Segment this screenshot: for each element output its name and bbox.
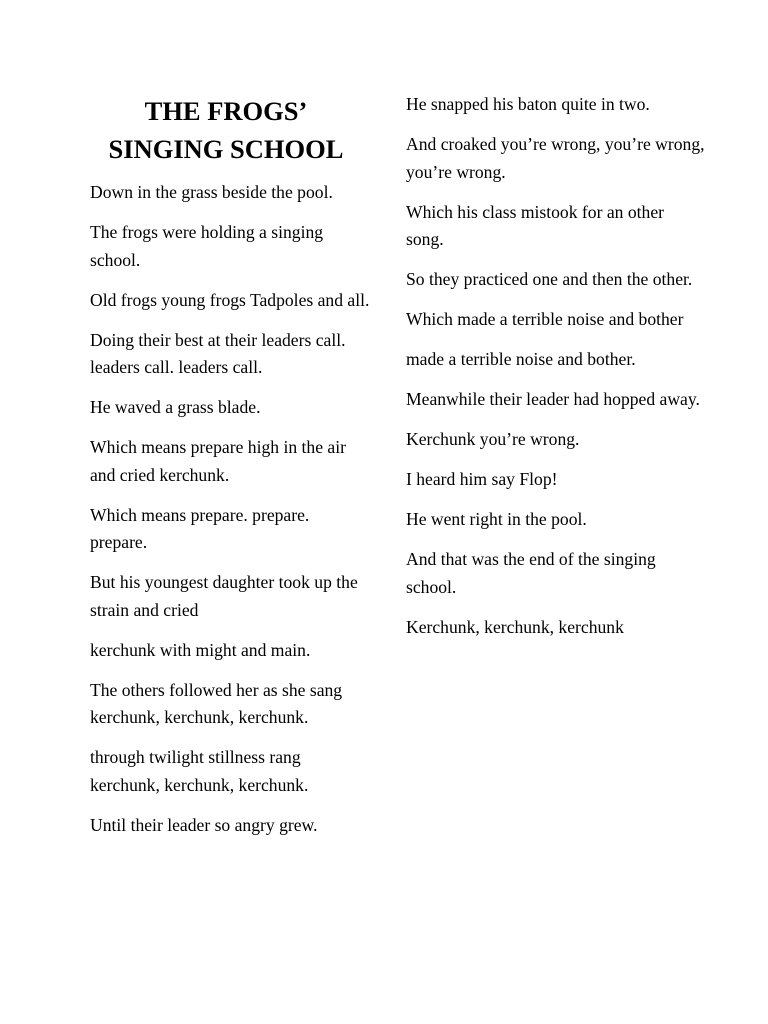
poem-line: kerchunk with might and main. — [90, 639, 311, 660]
poem-line: Down in the grass beside the pool. — [90, 182, 333, 202]
poem-line: Kerchunk, kerchunk, kerchunk — [406, 616, 624, 637]
right-column — [406, 91, 706, 654]
poem-line: made a terrible noise and bother. — [406, 349, 636, 369]
poem-line: Doing their best at their leaders call. leaders call. leaders call. — [90, 329, 346, 377]
left-column — [90, 92, 370, 852]
poem-line: He went right in the pool. — [406, 509, 587, 529]
poem-line: But his youngest daughter took up the strain and cried — [90, 572, 358, 620]
poem-line: And croaked you’re wrong, you’re wrong, you’re wrong. — [406, 134, 705, 182]
page-title — [90, 92, 362, 168]
poem-line: Which made a terrible noise and bother — [406, 309, 684, 329]
poem-line: Kerchunk you’re wrong. — [406, 429, 580, 449]
poem-line: Which means prepare. prepare. prepare. — [90, 504, 310, 552]
poem-line: Which his class mistook for an other song. — [406, 201, 664, 249]
poem-line: The others followed her as she sang kerchunk, kerchunk, kerchunk. — [90, 679, 343, 727]
poem-line: Old frogs young frogs Tadpoles and all. — [90, 289, 370, 310]
poem-line: Until their leader so angry grew. — [90, 814, 318, 835]
poem-line: Meanwhile their leader had hopped away. — [406, 389, 700, 409]
poem-line: He waved a grass blade. — [90, 397, 261, 417]
poem-line: So they practiced one and then the other. — [406, 269, 693, 289]
title-line-2: SINGING SCHOOL — [108, 134, 344, 164]
poem-line: The frogs were holding a singing school. — [90, 222, 324, 270]
poem-line: Which means prepare high in the air and cried kerchunk. — [90, 437, 346, 485]
poem-line: And that was the end of the singing school. — [406, 549, 656, 597]
poem-line: He snapped his baton quite in two. — [406, 94, 650, 114]
poem-line: I heard him say Flop! — [406, 469, 558, 489]
title-line-1: THE FROGS’ — [144, 96, 308, 126]
poem-line: through twilight stillness rang kerchunk, kerchunk, kerchunk. — [90, 747, 309, 795]
